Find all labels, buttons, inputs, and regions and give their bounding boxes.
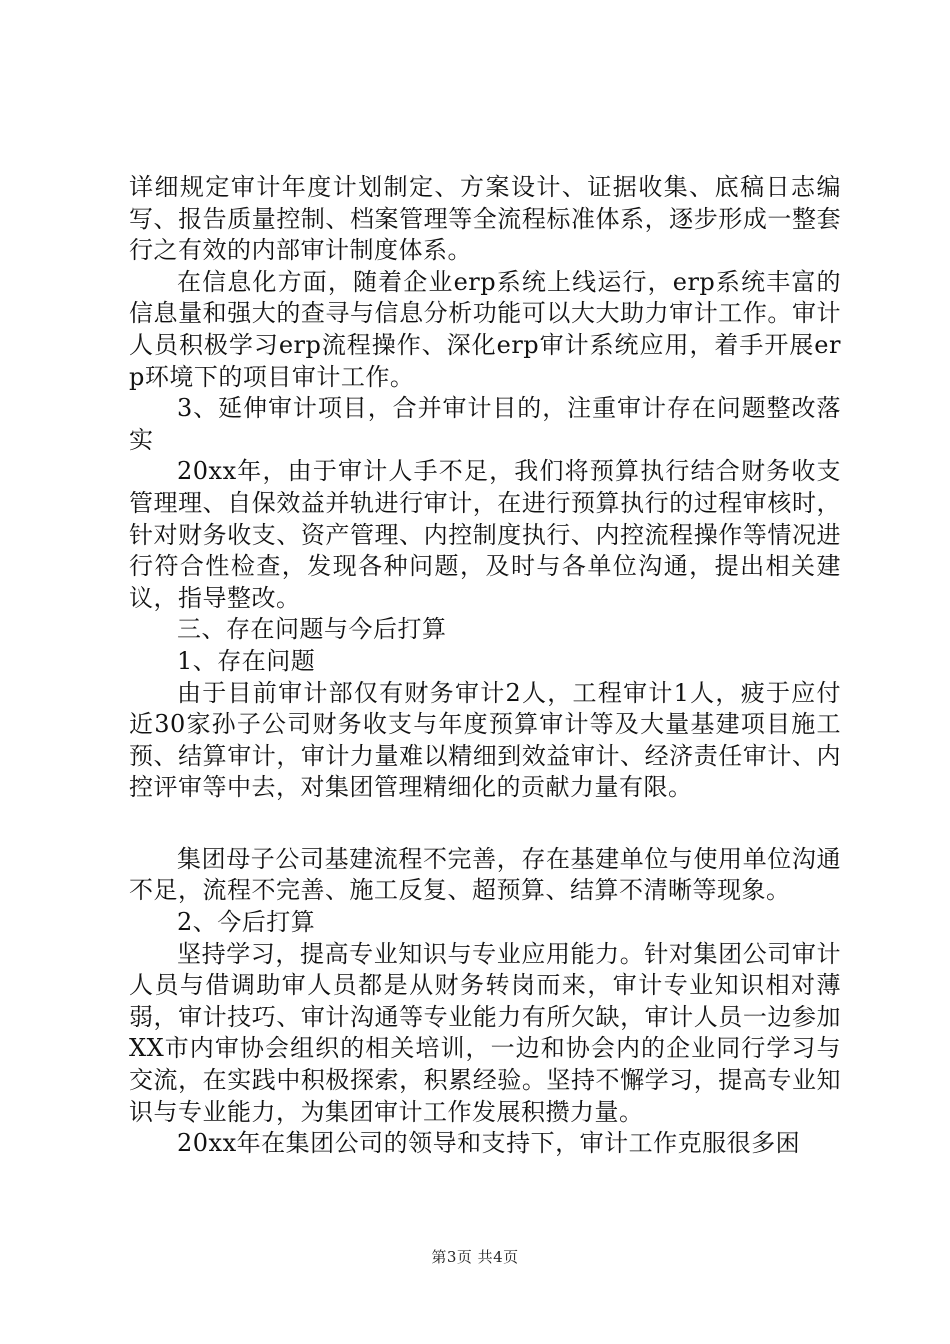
- page-number: 第3页 共4页: [431, 1248, 519, 1266]
- heading-future-plans: 2、今后打算: [177, 908, 316, 937]
- paragraph-gap: [129, 804, 841, 844]
- heading-problems-and-plans: 三、存在问题与今后打算: [177, 615, 447, 644]
- paragraph-keep-learning: 坚持学习，提高专业知识与专业应用能力。针对集团公司审计人员与借调助审人员都是从财务转岗而来，审计专业知识相对薄弱，审计技巧、审计沟通等专业能力有所欠缺，审计人员一边参加XX市内审协会组织的相关培训，一边和协会内的企业同行学习与交流，在实践中积极探索，积累经验。坚持不懈学习，提高专业知识与专业能力，为集团审计工作发展积攒力量。: [129, 939, 841, 1126]
- paragraph-budget-execution: 20xx年，由于审计人手不足，我们将预算执行结合财务收支管理理、自保效益并轨进行审计，在进行预算执行的过程审核时，针对财务收支、资产管理、内控制度执行、内控流程操作等情况进行符合性检查，发现各种问题，及时与各单位沟通，提出相关建议，指导整改。: [129, 457, 841, 612]
- heading-existing-problems: 1、存在问题: [177, 646, 316, 675]
- document-body: [129, 172, 841, 1160]
- paragraph-closing: 20xx年在集团公司的领导和支持下，审计工作克服很多困: [177, 1129, 801, 1158]
- paragraph-construction-process: 集团母子公司基建流程不完善，存在基建单位与使用单位沟通不足，流程不完善、施工反复、超预算、结算不清晰等现象。: [129, 844, 841, 905]
- paragraph-staff-shortage: 由于目前审计部仅有财务审计2人，工程审计1人，疲于应付近30家孙子公司财务收支与年度预算审计等及大量基建项目施工预、结算审计，审计力量难以精细到效益审计、经济责任审计、内控评审等中去，对集团管理精细化的贡献力量有限。: [129, 678, 841, 802]
- paragraph-audit-system: 详细规定审计年度计划制定、方案设计、证据收集、底稿日志编写、报告质量控制、档案管理等全流程标准体系，逐步形成一整套行之有效的内部审计制度体系。: [129, 173, 841, 265]
- heading-extend-audit-projects: 3、延伸审计项目，合并审计目的，注重审计存在问题整改落实: [129, 394, 841, 454]
- paragraph-informatization: 在信息化方面，随着企业erp系统上线运行，erp系统丰富的信息量和强大的查寻与信息分析功能可以大大助力审计工作。审计人员积极学习erp流程操作、深化erp审计系统应用，着手开展erp环境下的项目审计工作。: [129, 267, 841, 391]
